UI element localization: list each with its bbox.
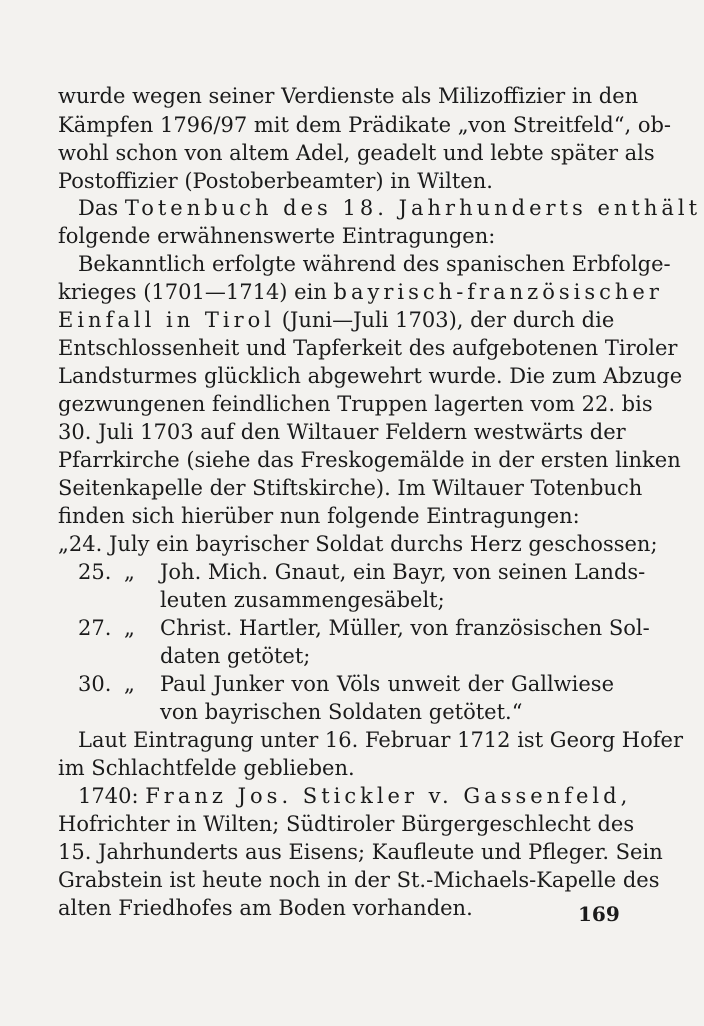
text-line: folgende erwähnenswerte Eintragungen:	[58, 224, 496, 248]
entry-text: von bayrischen Soldaten getötet.“	[160, 700, 523, 724]
text-line: Landsturmes glücklich abgewehrt wurde. Die zum Abzuge	[58, 364, 683, 388]
spaced-phrase: bayrisch-französischer	[333, 280, 663, 304]
text-line: Seitenkapelle der Stiftskirche). Im Wiltauer Totenbuch	[58, 476, 643, 500]
entry-text: Joh. Mich. Gnaut, ein Bayr, von seinen Lands-	[160, 560, 646, 584]
text-line: Postoffizier (Postoberbeamter) in Wilten.	[58, 169, 493, 193]
text-fragment: (Juni—Juli 1703), der durch die	[281, 308, 615, 332]
text-line: Kämpfen 1796/97 mit dem Prädikate „von Streitfeld“, ob-	[58, 113, 672, 137]
text-line: 30. Juli 1703 auf den Wiltauer Feldern westwärts der	[58, 420, 626, 444]
text-line: Pfarrkirche (siehe das Freskogemälde in der ersten linken	[58, 448, 681, 472]
text-line: Laut Eintragung unter 16. Februar 1712 ist Georg Hofer	[78, 728, 684, 752]
ditto-mark: „	[124, 672, 135, 696]
quote-line: „24. July ein bayrischer Soldat durchs Herz geschossen;	[58, 532, 658, 556]
text-line: Hofrichter in Wilten; Südtiroler Bürgergeschlecht des	[58, 812, 635, 836]
text-line: im Schlachtfelde geblieben.	[58, 756, 355, 780]
entry-day: 27.	[78, 616, 112, 640]
page-number: 169	[578, 902, 620, 926]
year-label: 1740:	[78, 784, 139, 808]
entry-day: 30.	[78, 672, 112, 696]
spaced-name: Franz Jos. Stickler v. Gassenfeld,	[145, 784, 632, 808]
text-line	[78, 194, 702, 222]
text-line	[58, 278, 663, 306]
entry-day: 25.	[78, 560, 112, 584]
entry-text: leuten zusammengesäbelt;	[160, 588, 445, 612]
entry-text: Christ. Hartler, Müller, von französischen Sol-	[160, 616, 650, 640]
text-line: Entschlossenheit und Tapferkeit des aufgebotenen Tiroler	[58, 336, 678, 360]
text-line: wurde wegen seiner Verdienste als Milizoffizier in den	[58, 84, 639, 108]
spaced-phrase: Einfall in Tirol	[58, 308, 276, 332]
spaced-title: Totenbuch des 18. Jahrhunderts enthält	[124, 196, 702, 220]
text-line: Bekanntlich erfolgte während des spanischen Erbfolge-	[78, 252, 671, 276]
text-fragment: krieges (1701—1714) ein	[58, 280, 327, 304]
text-line: alten Friedhofes am Boden vorhanden.	[58, 896, 473, 920]
text-line: Grabstein ist heute noch in der St.-Michaels-Kapelle des	[58, 868, 660, 892]
text-line: wohl schon von altem Adel, geadelt und lebte später als	[58, 141, 655, 165]
text-line	[78, 782, 632, 810]
text-line: gezwungenen feindlichen Truppen lagerten vom 22. bis	[58, 392, 653, 416]
entry-text: daten getötet;	[160, 644, 311, 668]
spaced-word: Das	[78, 196, 119, 220]
text-line	[58, 306, 614, 334]
text-line: finden sich hierüber nun folgende Eintragungen:	[58, 504, 580, 528]
text-line: 15. Jahrhunderts aus Eisens; Kaufleute und Pfleger. Sein	[58, 840, 663, 864]
ditto-mark: „	[124, 560, 135, 584]
entry-text: Paul Junker von Völs unweit der Gallwiese	[160, 672, 614, 696]
ditto-mark: „	[124, 616, 135, 640]
